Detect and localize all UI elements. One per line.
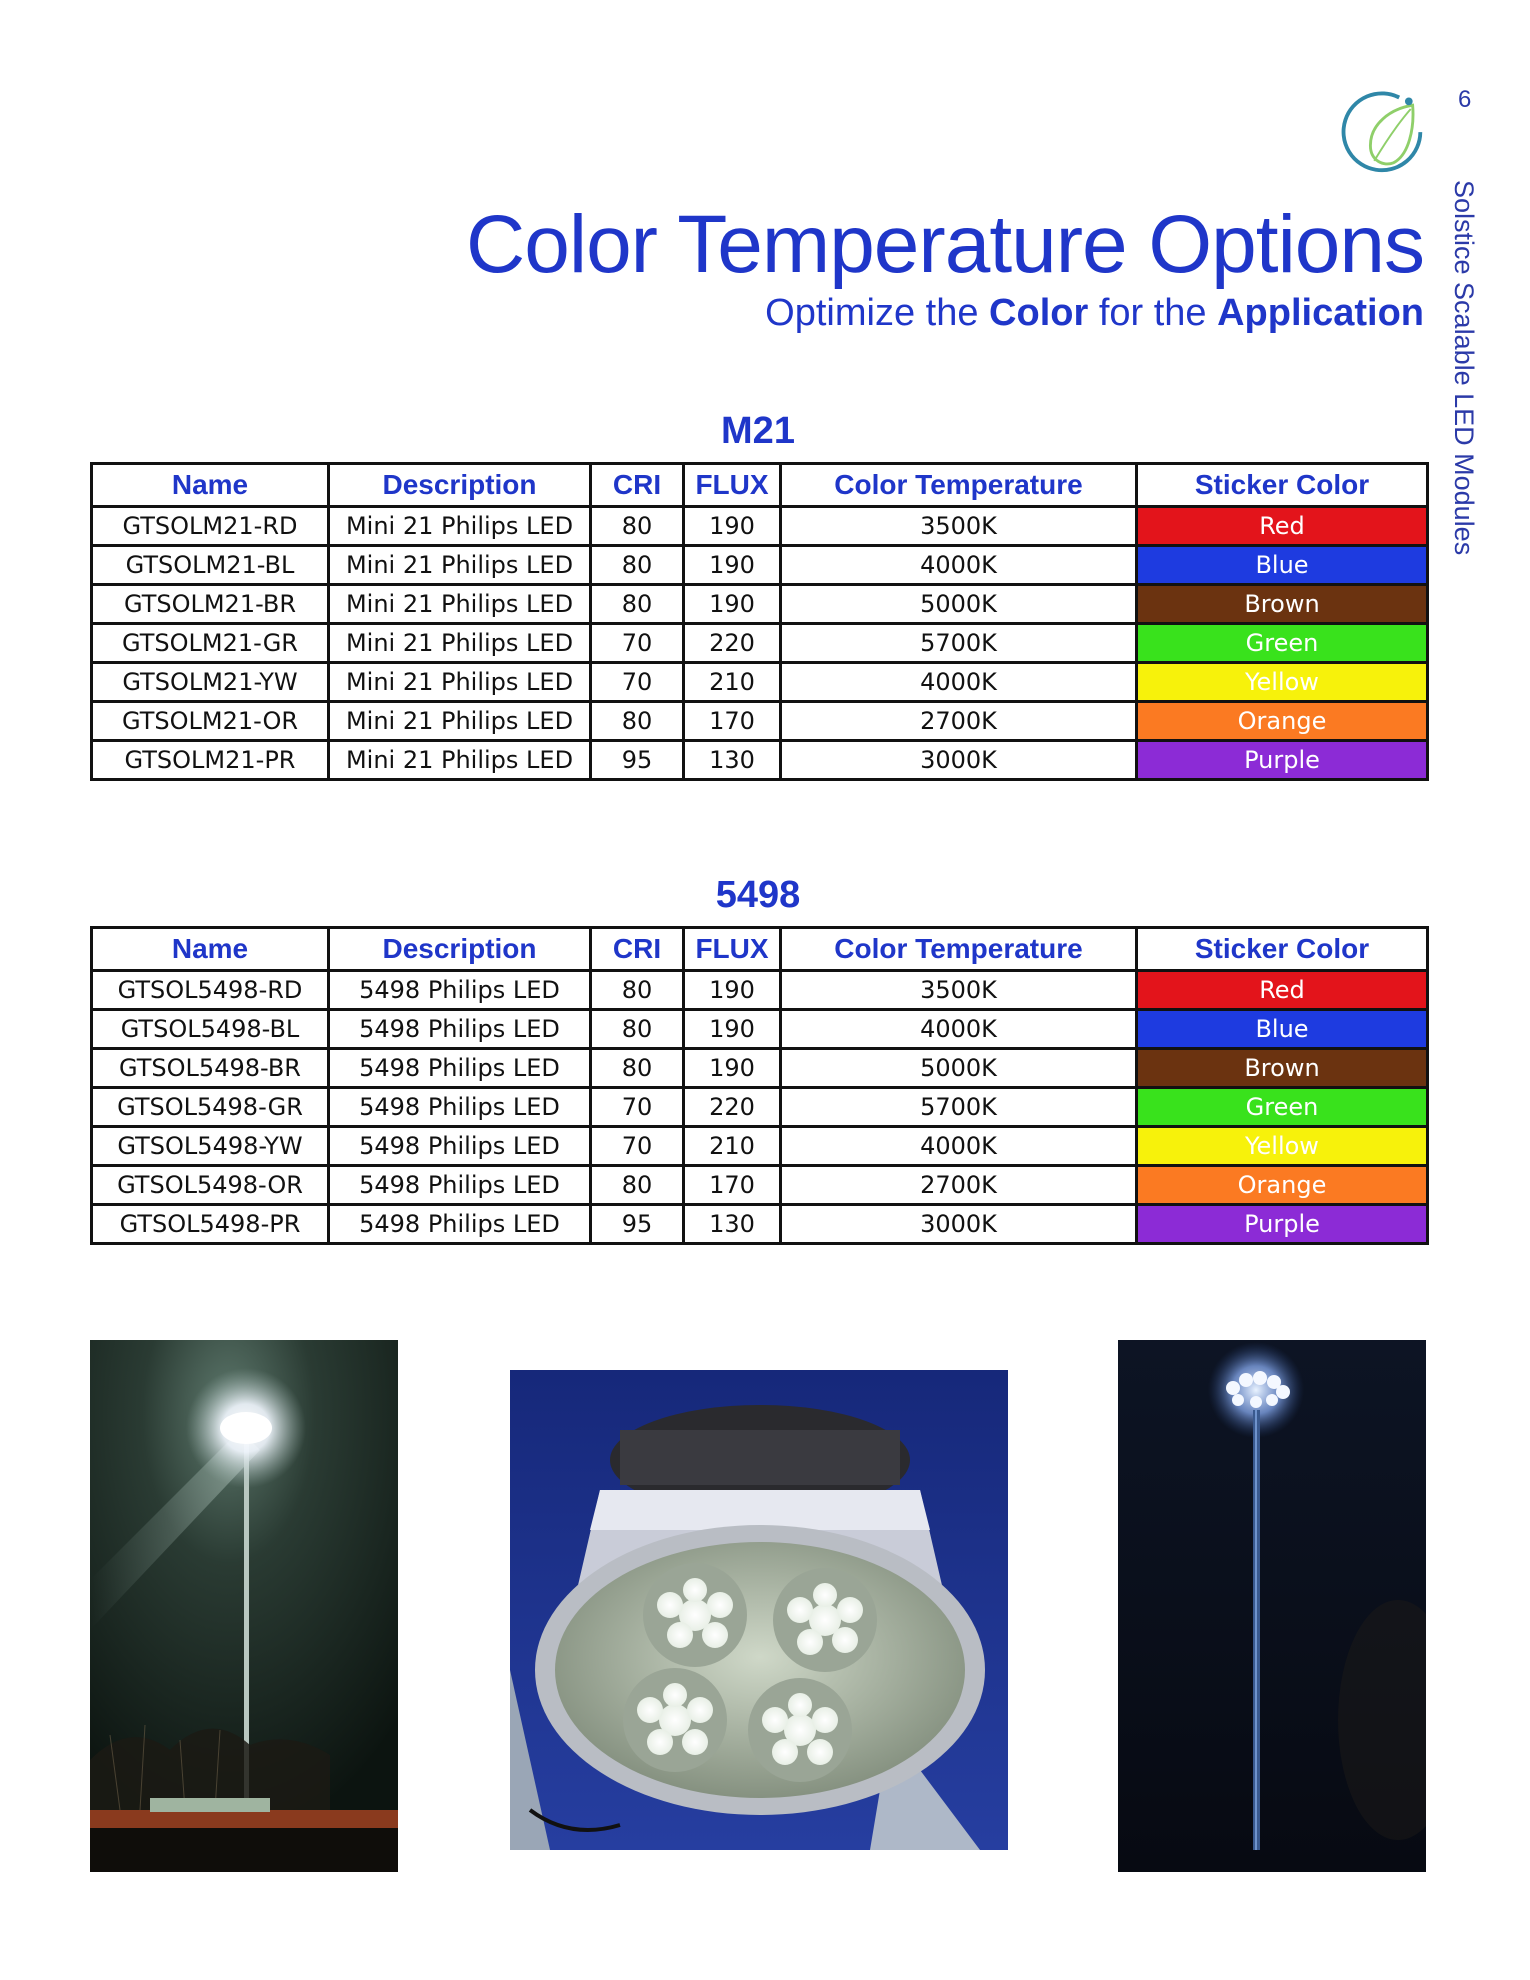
subtitle-part: Optimize the: [765, 292, 990, 334]
header-name: Name: [92, 928, 329, 971]
cell-flux: 210: [684, 1127, 781, 1166]
table-row: [92, 624, 1428, 663]
table-row: [92, 663, 1428, 702]
header-cri: CRI: [591, 464, 684, 507]
photo-led-fixture: [510, 1370, 1008, 1850]
table-row: [92, 546, 1428, 585]
spec-table-m21: [90, 462, 1429, 781]
cell-sticker-color: Purple: [1137, 1205, 1428, 1244]
header-description: Description: [329, 464, 591, 507]
cell-cri: 70: [591, 1088, 684, 1127]
cell-description: 5498 Philips LED: [329, 1010, 591, 1049]
cell-sticker-color: Yellow: [1137, 663, 1428, 702]
cell-description: Mini 21 Philips LED: [329, 507, 591, 546]
table-row: [92, 1127, 1428, 1166]
cell-flux: 130: [684, 741, 781, 780]
cell-cri: 80: [591, 1049, 684, 1088]
cell-color-temperature: 5000K: [781, 1049, 1137, 1088]
cell-description: 5498 Philips LED: [329, 971, 591, 1010]
page-title: Color Temperature Options: [466, 199, 1424, 290]
cell-description: Mini 21 Philips LED: [329, 702, 591, 741]
header-cri: CRI: [591, 928, 684, 971]
cell-name: GTSOLM21-YW: [92, 663, 329, 702]
cell-description: 5498 Philips LED: [329, 1166, 591, 1205]
cell-flux: 190: [684, 507, 781, 546]
cell-flux: 130: [684, 1205, 781, 1244]
cell-color-temperature: 3000K: [781, 741, 1137, 780]
header-sticker-color: Sticker Color: [1137, 464, 1428, 507]
cell-color-temperature: 2700K: [781, 1166, 1137, 1205]
cell-sticker-color: Orange: [1137, 702, 1428, 741]
cell-color-temperature: 4000K: [781, 1127, 1137, 1166]
cell-flux: 190: [684, 1049, 781, 1088]
cell-color-temperature: 4000K: [781, 1010, 1137, 1049]
photo-street-light: [90, 1340, 398, 1872]
header-flux: FLUX: [684, 928, 781, 971]
cell-sticker-color: Blue: [1137, 546, 1428, 585]
side-title: Solstice Scalable LED Modules: [1449, 180, 1479, 556]
spec-table-5498: [90, 926, 1429, 1245]
cell-sticker-color: Brown: [1137, 1049, 1428, 1088]
cell-sticker-color: Red: [1137, 971, 1428, 1010]
photo-mast-light: [1118, 1340, 1426, 1872]
page-number: 6: [1458, 86, 1472, 113]
cell-cri: 80: [591, 702, 684, 741]
cell-name: GTSOL5498-BL: [92, 1010, 329, 1049]
header-color-temperature: Color Temperature: [781, 464, 1137, 507]
cell-color-temperature: 2700K: [781, 702, 1137, 741]
table-header-row: [92, 464, 1428, 507]
page-subtitle: [765, 292, 1424, 335]
subtitle-part: for the: [1088, 292, 1218, 334]
table-row: [92, 1010, 1428, 1049]
cell-name: GTSOL5498-RD: [92, 971, 329, 1010]
section-heading-m21: M21: [721, 410, 795, 452]
table-body: [92, 971, 1428, 1244]
table-row: [92, 1088, 1428, 1127]
cell-cri: 80: [591, 1010, 684, 1049]
cell-name: GTSOLM21-BR: [92, 585, 329, 624]
cell-cri: 80: [591, 507, 684, 546]
section-heading-5498: 5498: [715, 874, 801, 916]
cell-sticker-color: Purple: [1137, 741, 1428, 780]
table-row: [92, 507, 1428, 546]
table-row: [92, 702, 1428, 741]
cell-flux: 220: [684, 624, 781, 663]
subtitle-bold-application: Application: [1217, 292, 1424, 334]
header-color-temperature: Color Temperature: [781, 928, 1137, 971]
cell-flux: 170: [684, 702, 781, 741]
cell-name: GTSOL5498-OR: [92, 1166, 329, 1205]
cell-sticker-color: Blue: [1137, 1010, 1428, 1049]
table-row: [92, 585, 1428, 624]
cell-sticker-color: Green: [1137, 1088, 1428, 1127]
cell-description: Mini 21 Philips LED: [329, 741, 591, 780]
cell-sticker-color: Red: [1137, 507, 1428, 546]
table-row: [92, 1166, 1428, 1205]
cell-color-temperature: 5700K: [781, 624, 1137, 663]
cell-color-temperature: 3500K: [781, 971, 1137, 1010]
cell-description: Mini 21 Philips LED: [329, 585, 591, 624]
cell-name: GTSOLM21-PR: [92, 741, 329, 780]
cell-color-temperature: 5000K: [781, 585, 1137, 624]
cell-description: 5498 Philips LED: [329, 1088, 591, 1127]
table-row: [92, 741, 1428, 780]
cell-name: GTSOLM21-GR: [92, 624, 329, 663]
cell-color-temperature: 5700K: [781, 1088, 1137, 1127]
cell-name: GTSOL5498-PR: [92, 1205, 329, 1244]
cell-cri: 80: [591, 971, 684, 1010]
table-header-row: [92, 928, 1428, 971]
cell-cri: 80: [591, 1166, 684, 1205]
cell-name: GTSOLM21-BL: [92, 546, 329, 585]
cell-description: Mini 21 Philips LED: [329, 624, 591, 663]
cell-flux: 190: [684, 971, 781, 1010]
solstice-logo-icon: [1332, 86, 1428, 182]
cell-color-temperature: 4000K: [781, 546, 1137, 585]
header-flux: FLUX: [684, 464, 781, 507]
cell-color-temperature: 3500K: [781, 507, 1137, 546]
table-row: [92, 1049, 1428, 1088]
cell-cri: 70: [591, 1127, 684, 1166]
cell-cri: 95: [591, 1205, 684, 1244]
cell-name: GTSOL5498-YW: [92, 1127, 329, 1166]
cell-flux: 190: [684, 546, 781, 585]
cell-name: GTSOLM21-OR: [92, 702, 329, 741]
cell-description: 5498 Philips LED: [329, 1127, 591, 1166]
cell-sticker-color: Yellow: [1137, 1127, 1428, 1166]
header-sticker-color: Sticker Color: [1137, 928, 1428, 971]
cell-name: GTSOL5498-GR: [92, 1088, 329, 1127]
table-body: [92, 507, 1428, 780]
cell-color-temperature: 3000K: [781, 1205, 1137, 1244]
cell-cri: 80: [591, 546, 684, 585]
table-row: [92, 971, 1428, 1010]
cell-name: GTSOL5498-BR: [92, 1049, 329, 1088]
cell-cri: 70: [591, 624, 684, 663]
cell-name: GTSOLM21-RD: [92, 507, 329, 546]
cell-description: Mini 21 Philips LED: [329, 663, 591, 702]
cell-flux: 220: [684, 1088, 781, 1127]
cell-flux: 190: [684, 1010, 781, 1049]
header-name: Name: [92, 464, 329, 507]
cell-flux: 190: [684, 585, 781, 624]
cell-description: 5498 Philips LED: [329, 1049, 591, 1088]
subtitle-bold-color: Color: [989, 292, 1089, 334]
cell-description: 5498 Philips LED: [329, 1205, 591, 1244]
cell-flux: 170: [684, 1166, 781, 1205]
cell-color-temperature: 4000K: [781, 663, 1137, 702]
cell-sticker-color: Brown: [1137, 585, 1428, 624]
cell-cri: 70: [591, 663, 684, 702]
cell-cri: 80: [591, 585, 684, 624]
cell-sticker-color: Green: [1137, 624, 1428, 663]
cell-sticker-color: Orange: [1137, 1166, 1428, 1205]
table-row: [92, 1205, 1428, 1244]
cell-description: Mini 21 Philips LED: [329, 546, 591, 585]
header-description: Description: [329, 928, 591, 971]
cell-cri: 95: [591, 741, 684, 780]
cell-flux: 210: [684, 663, 781, 702]
